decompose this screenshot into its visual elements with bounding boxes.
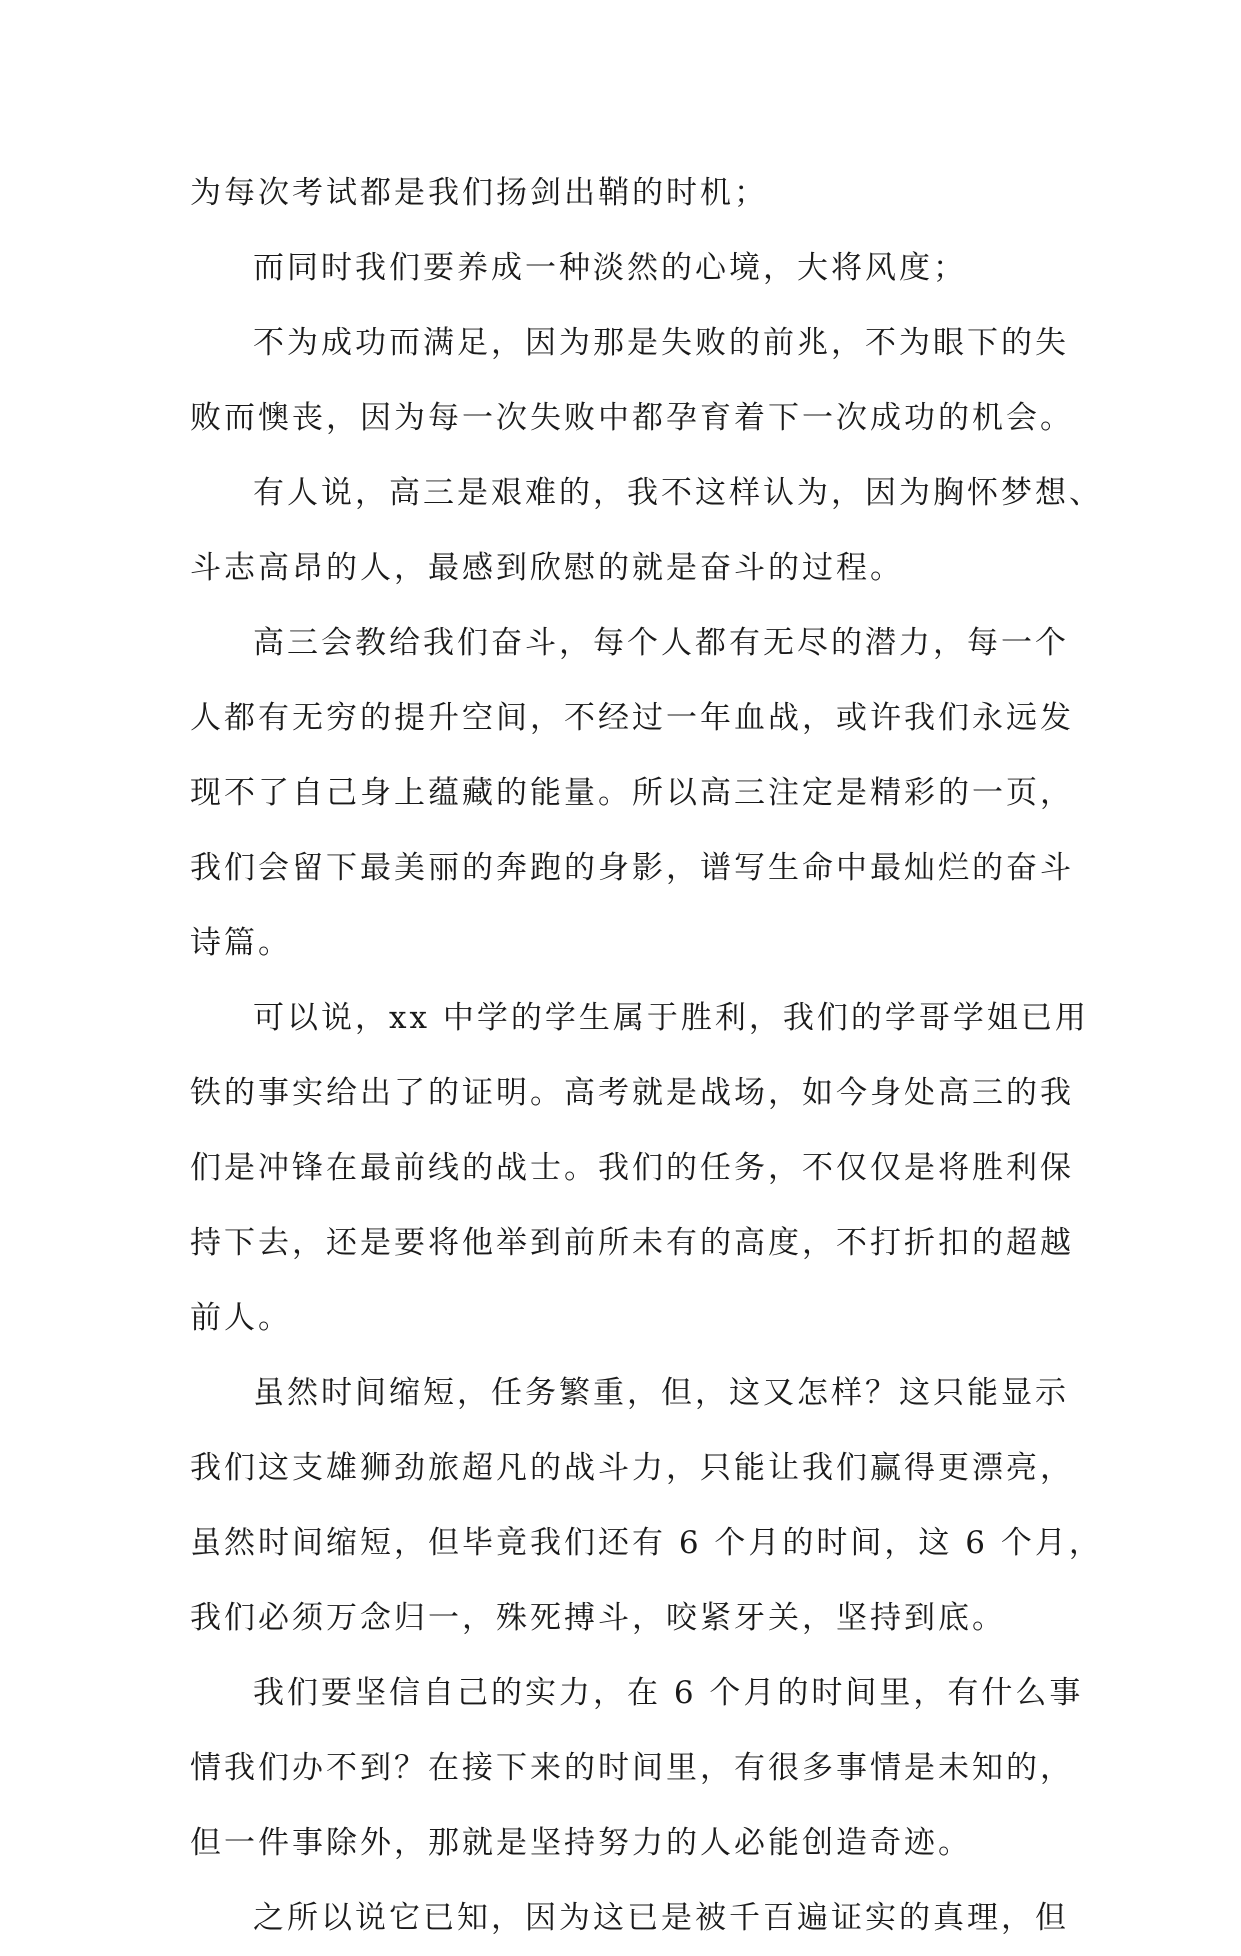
text-line: 之所以说它已知，因为这已是被千百遍证实的真理，但 bbox=[253, 1900, 1069, 1936]
text-line: 有人说，高三是艰难的，我不这样认为，因为胸怀梦想、 bbox=[253, 475, 1103, 511]
text-line: 我们要坚信自己的实力，在 6 个月的时间里，有什么事 bbox=[253, 1675, 1084, 1711]
text-line: 铁的事实给出了的证明。高考就是战场，如今身处高三的我 bbox=[190, 1075, 1074, 1111]
text-line: 虽然时间缩短，但毕竟我们还有 6 个月的时间，这 6 个月， bbox=[190, 1525, 1103, 1561]
text-line: 但一件事除外，那就是坚持努力的人必能创造奇迹。 bbox=[190, 1825, 972, 1861]
text-line: 虽然时间缩短，任务繁重，但，这又怎样？这只能显示 bbox=[253, 1375, 1069, 1411]
text-line: 我们必须万念归一，殊死搏斗，咬紧牙关，坚持到底。 bbox=[190, 1600, 1006, 1636]
text-line: 斗志高昂的人，最感到欣慰的就是奋斗的过程。 bbox=[190, 550, 904, 586]
body-text bbox=[190, 156, 1103, 1956]
text-line: 我们会留下最美丽的奔跑的身影，谱写生命中最灿烂的奋斗 bbox=[190, 850, 1074, 886]
text-line: 人都有无穷的提升空间，不经过一年血战，或许我们永远发 bbox=[190, 700, 1074, 736]
text-line: 而同时我们要养成一种淡然的心境，大将风度； bbox=[253, 250, 967, 286]
text-line: 不为成功而满足，因为那是失败的前兆，不为眼下的失 bbox=[253, 325, 1069, 361]
text-line: 我们这支雄狮劲旅超凡的战斗力，只能让我们赢得更漂亮， bbox=[190, 1450, 1074, 1486]
text-line: 前人。 bbox=[190, 1300, 292, 1336]
text-line: 败而懊丧，因为每一次失败中都孕育着下一次成功的机会。 bbox=[190, 400, 1074, 436]
text-line: 高三会教给我们奋斗，每个人都有无尽的潜力，每一个 bbox=[253, 625, 1069, 661]
text-line: 持下去，还是要将他举到前所未有的高度，不打折扣的超越 bbox=[190, 1225, 1074, 1261]
text-line: 为每次考试都是我们扬剑出鞘的时机； bbox=[190, 175, 768, 211]
text-line: 诗篇。 bbox=[190, 925, 292, 961]
text-line: 现不了自己身上蕴藏的能量。所以高三注定是精彩的一页， bbox=[190, 775, 1074, 811]
text-line: 情我们办不到？在接下来的时间里，有很多事情是未知的， bbox=[190, 1750, 1074, 1786]
text-line: 可以说，xx 中学的学生属于胜利，我们的学哥学姐已用 bbox=[253, 1000, 1089, 1036]
text-line: 们是冲锋在最前线的战士。我们的任务，不仅仅是将胜利保 bbox=[190, 1150, 1074, 1186]
